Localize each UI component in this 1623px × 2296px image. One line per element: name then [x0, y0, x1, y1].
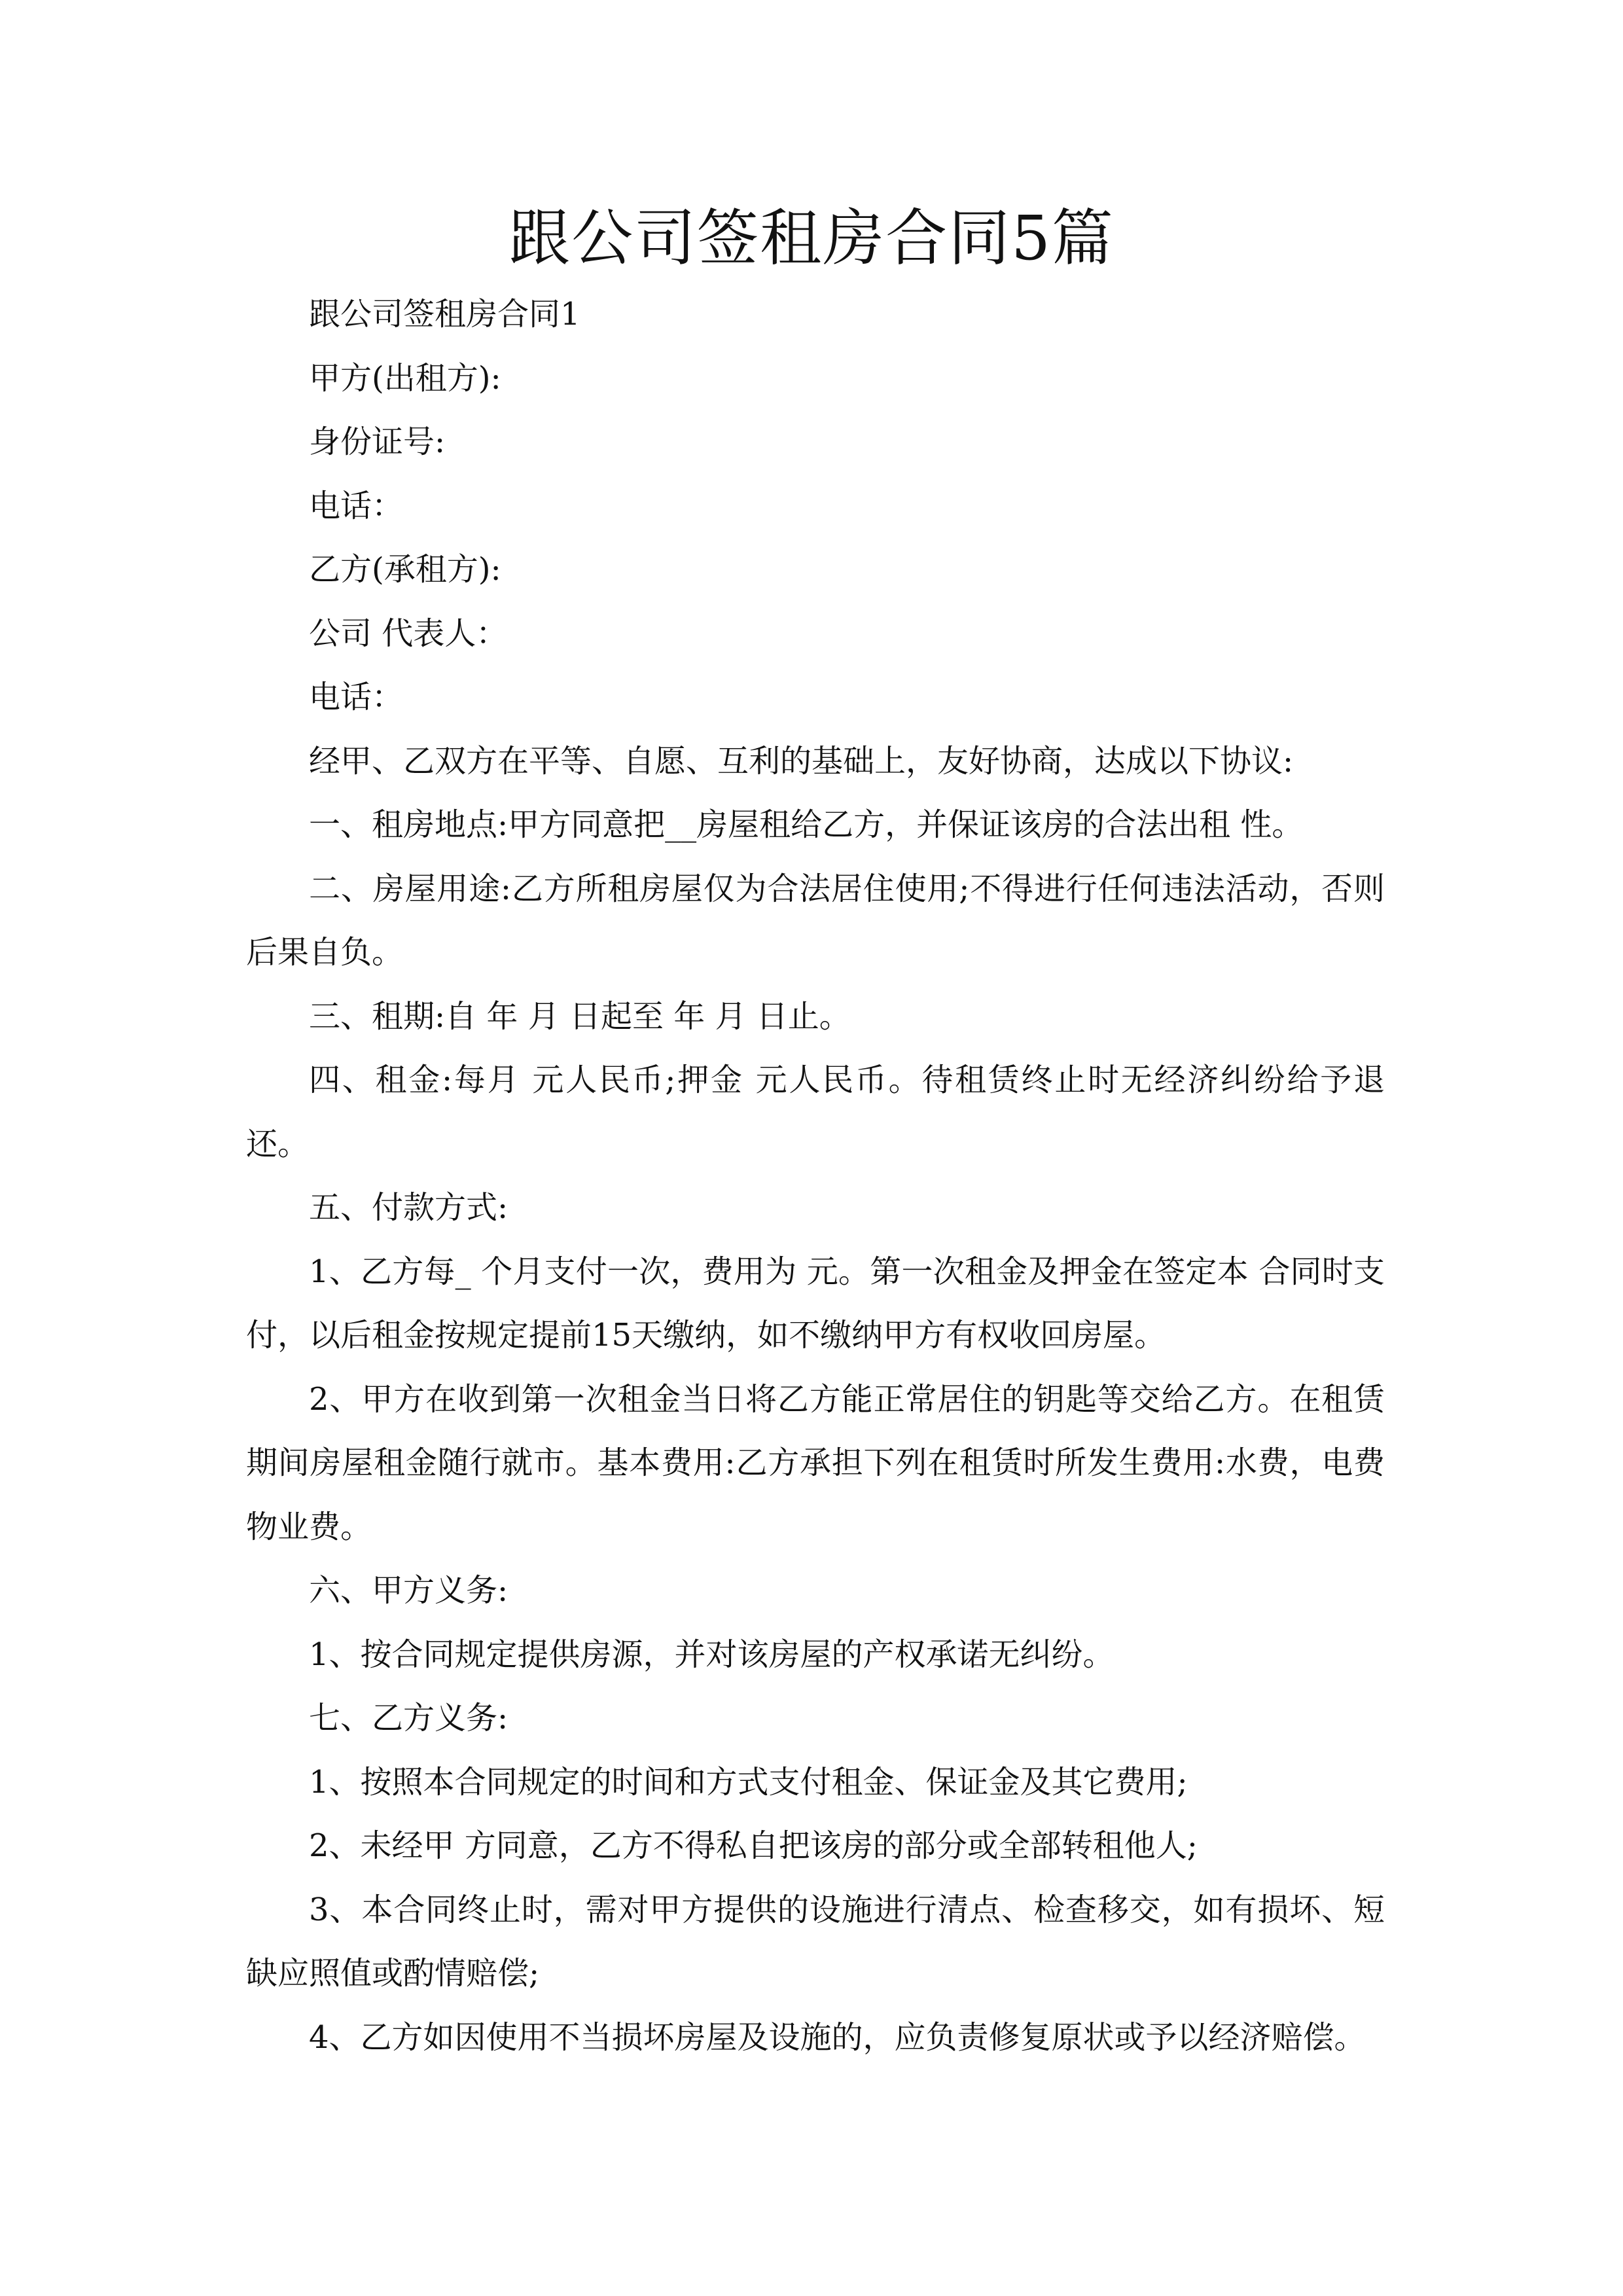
party-b-phone-label: 电话：	[309, 679, 404, 715]
document-title: 跟公司签租房合同5篇	[508, 203, 1115, 274]
party-b-duty-2: 2、未经甲 方同意，乙方不得私自把该房的部分或全部转租他人;	[309, 1827, 1198, 1864]
id-number-label: 身份证号:	[309, 423, 446, 460]
party-b-label: 乙方(承租方):	[309, 551, 501, 588]
clause-usage: 二、房屋用途:乙方所租房屋仅为合法居住使用;不得进行任何违法活动，否则后果自负。	[246, 870, 1385, 971]
party-b-duty-4: 4、乙方如因使用不当损坏房屋及设施的，应负责修复原状或予以经济赔偿。	[309, 2018, 1366, 2056]
party-a-label: 甲方(出租方):	[309, 359, 501, 397]
company-representative-label: 公司 代表人：	[309, 615, 508, 652]
payment-item-2: 2、甲方在收到第一次租金当日将乙方能正常居住的钥匙等交给乙方。在租赁期间房屋租金随行就市。基本费用:乙方承担下列在租赁时所发生费用:水费，电费 物业费。	[246, 1380, 1395, 1545]
clause-location: 一、租房地点:甲方同意把__房屋租给乙方，并保证该房的合法出租 性。	[309, 806, 1304, 843]
payment-item-1: 1、乙方每_ 个月支付一次，费用为 元。第一次租金及押金在签定本 合同时支付，以后租金按规定提前15天缴纳，如不缴纳甲方有权收回房屋。	[246, 1253, 1385, 1354]
party-b-duty-3: 3、本合同终止时，需对甲方提供的设施进行清点、检查移交，如有损坏、短缺应照值或酌情赔偿;	[246, 1891, 1385, 1992]
party-a-duty-1: 1、按合同规定提供房源，并对该房屋的产权承诺无纠纷。	[309, 1636, 1115, 1673]
document-body	[246, 283, 1395, 2070]
party-b-duties-heading: 七、乙方义务:	[309, 1700, 508, 1736]
party-b-duty-1: 1、按照本合同规定的时间和方式支付租金、保证金及其它费用;	[309, 1763, 1188, 1801]
clause-payment-heading: 五、付款方式:	[309, 1189, 508, 1226]
party-a-phone-label: 电话：	[309, 487, 404, 524]
clause-rent: 四、租金:每月 元人民币;押金 元人民币。待租赁终止时无经济纠纷给予退还。	[246, 1062, 1385, 1162]
clause-term: 三、租期:自 年 月 日起至 年 月 日止。	[309, 997, 851, 1035]
preamble: 经甲、乙双方在平等、自愿、互利的基础上，友好协商，达成以下协议:	[309, 742, 1294, 780]
party-a-duties-heading: 六、甲方义务:	[309, 1572, 508, 1609]
contract-subtitle: 跟公司签租房合同1	[309, 296, 580, 332]
